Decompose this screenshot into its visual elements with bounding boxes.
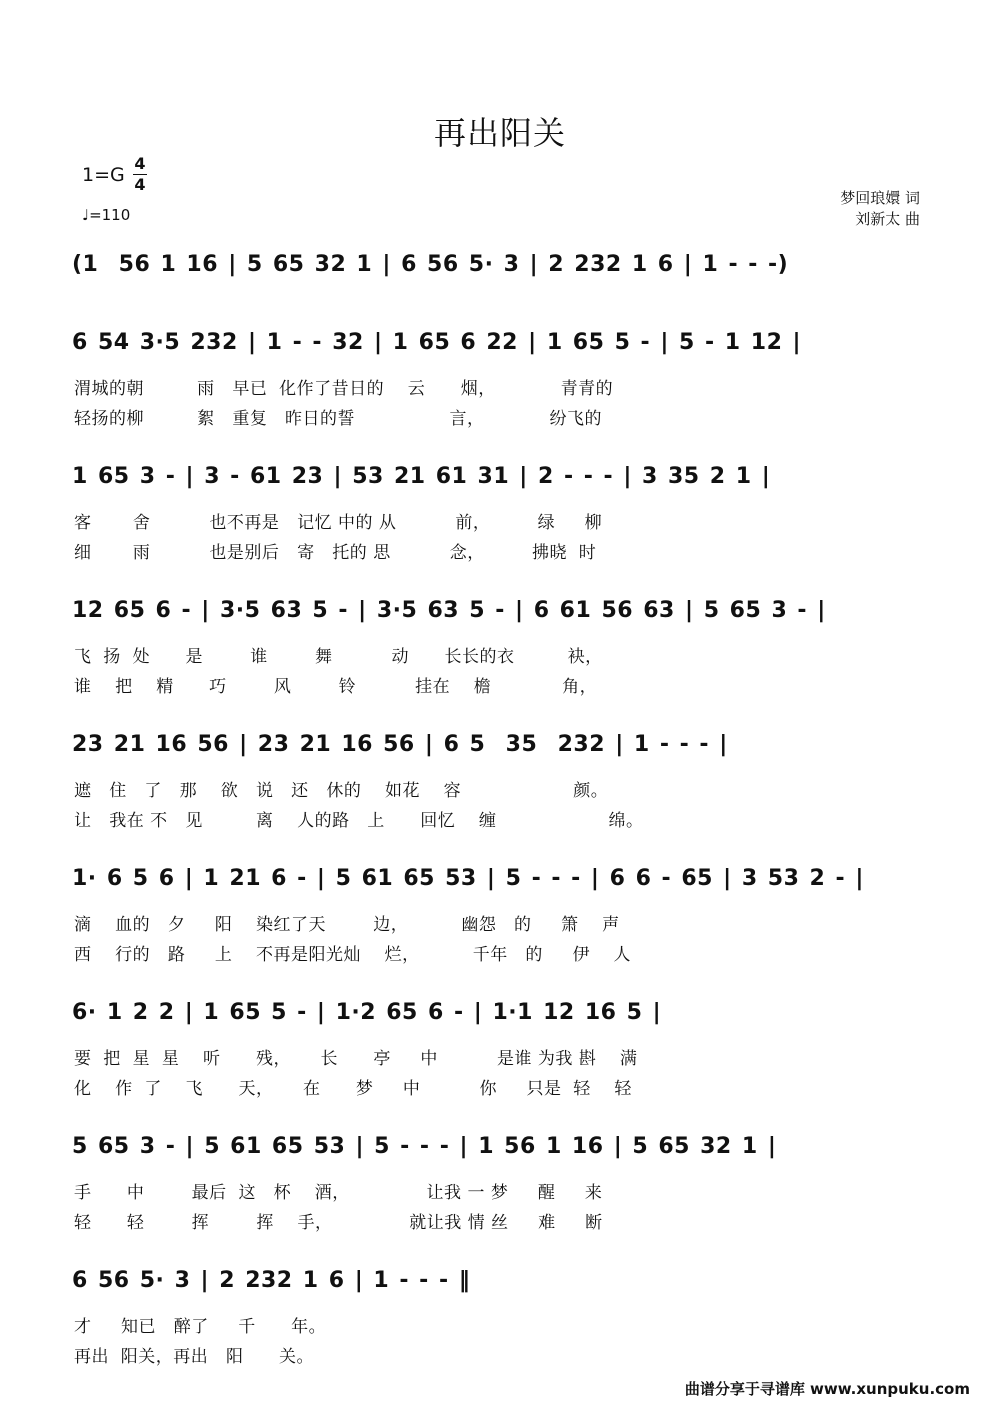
lyrics-verse-2: 细 雨 也是别后 寄 托的 思 念， 拂晓 时 — [74, 543, 597, 563]
lyrics-verse-2: 谁 把 精 巧 风 铃 挂在 檐 角， — [74, 677, 598, 697]
lyrics-verse-1: 才 知已 醉了 千 年。 — [74, 1317, 327, 1337]
notation-line: 6 56 5· 3 | 2 232 1 6 | 1 - - - ‖ — [72, 1268, 471, 1293]
lyrics-verse-2: 再出 阳关，再出 阳 关。 — [74, 1347, 314, 1367]
lyrics-verse-2: 轻 轻 挥 挥 手， 就让我 情 丝 难 断 — [74, 1213, 603, 1233]
lyrics-verse-1: 渭城的朝 雨 早已 化作了昔日的 云 烟， 青青的 — [74, 379, 614, 399]
composer-credit: 刘新太 曲 — [855, 210, 920, 228]
lyrics-verse-2: 西 行的 路 上 不再是阳光灿 烂， 千年 的 伊 人 — [74, 945, 632, 965]
notation-line: 1· 6 5 6 | 1 21 6 - | 5 61 65 53 | 5 - - - | 6 6 - 65 | 3 53 2 - | — [72, 866, 864, 891]
key-signature: 1=G — [82, 164, 125, 186]
time-signature — [133, 155, 147, 194]
lyricist-credit: 梦回琅嬛 词 — [840, 189, 920, 207]
notation-line: 6 54 3·5 232 | 1 - - 32 | 1 65 6 22 | 1 65 5 - | 5 - 1 12 | — [72, 330, 802, 355]
time-signature-top: 4 — [134, 154, 146, 173]
notation-line: 23 21 16 56 | 23 21 16 56 | 6 5 35 232 | 1 - - - | — [72, 732, 728, 757]
tempo-marking: ♩=110 — [82, 206, 131, 224]
lyrics-verse-1: 飞 扬 处 是 谁 舞 动 长长的衣 袂， — [74, 647, 603, 667]
lyrics-verse-2: 让 我在 不 见 离 人的路 上 回忆 缠 绵。 — [74, 811, 644, 831]
notation-line: 6· 1 2 2 | 1 65 5 - | 1·2 65 6 - | 1·1 12 16 5 | — [72, 1000, 662, 1025]
notation-line: 12 65 6 - | 3·5 63 5 - | 3·5 63 5 - | 6 61 56 63 | 5 65 3 - | — [72, 598, 826, 623]
notation-line: 1 65 3 - | 3 - 61 23 | 53 21 61 31 | 2 - - - | 3 35 2 1 | — [72, 464, 771, 489]
lyrics-verse-1: 客 舍 也不再是 记忆 中的 从 前， 绿 柳 — [74, 513, 603, 533]
time-signature-bottom: 4 — [134, 175, 146, 194]
lyrics-verse-2: 化 作 了 飞 天， 在 梦 中 你 只是 轻 轻 — [74, 1079, 632, 1099]
lyrics-verse-1: 遮 住 了 那 欲 说 还 休的 如花 容 颜。 — [74, 781, 609, 801]
song-title: 再出阳关 — [433, 114, 566, 152]
lyrics-verse-2: 轻扬的柳 絮 重复 昨日的誓 言， 纷飞的 — [74, 409, 602, 429]
lyrics-verse-1: 要 把 星 星 听 残， 长 亭 中 是谁 为我 斟 满 — [74, 1049, 638, 1069]
notation-line: 5 65 3 - | 5 61 65 53 | 5 - - - | 1 56 1 16 | 5 65 32 1 | — [72, 1134, 777, 1159]
credits — [840, 188, 920, 230]
notation-line: (1 56 1 16 | 5 65 32 1 | 6 56 5· 3 | 2 232 1 6 | 1 - - -) — [72, 252, 789, 277]
source-footer: 曲谱分享于寻谱库 www.xunpuku.com — [684, 1380, 970, 1398]
lyrics-verse-1: 手 中 最后 这 杯 酒， 让我 一 梦 醒 来 — [74, 1183, 603, 1203]
lyrics-verse-1: 滴 血的 夕 阳 染红了天 边， 幽怨 的 箫 声 — [74, 915, 620, 935]
